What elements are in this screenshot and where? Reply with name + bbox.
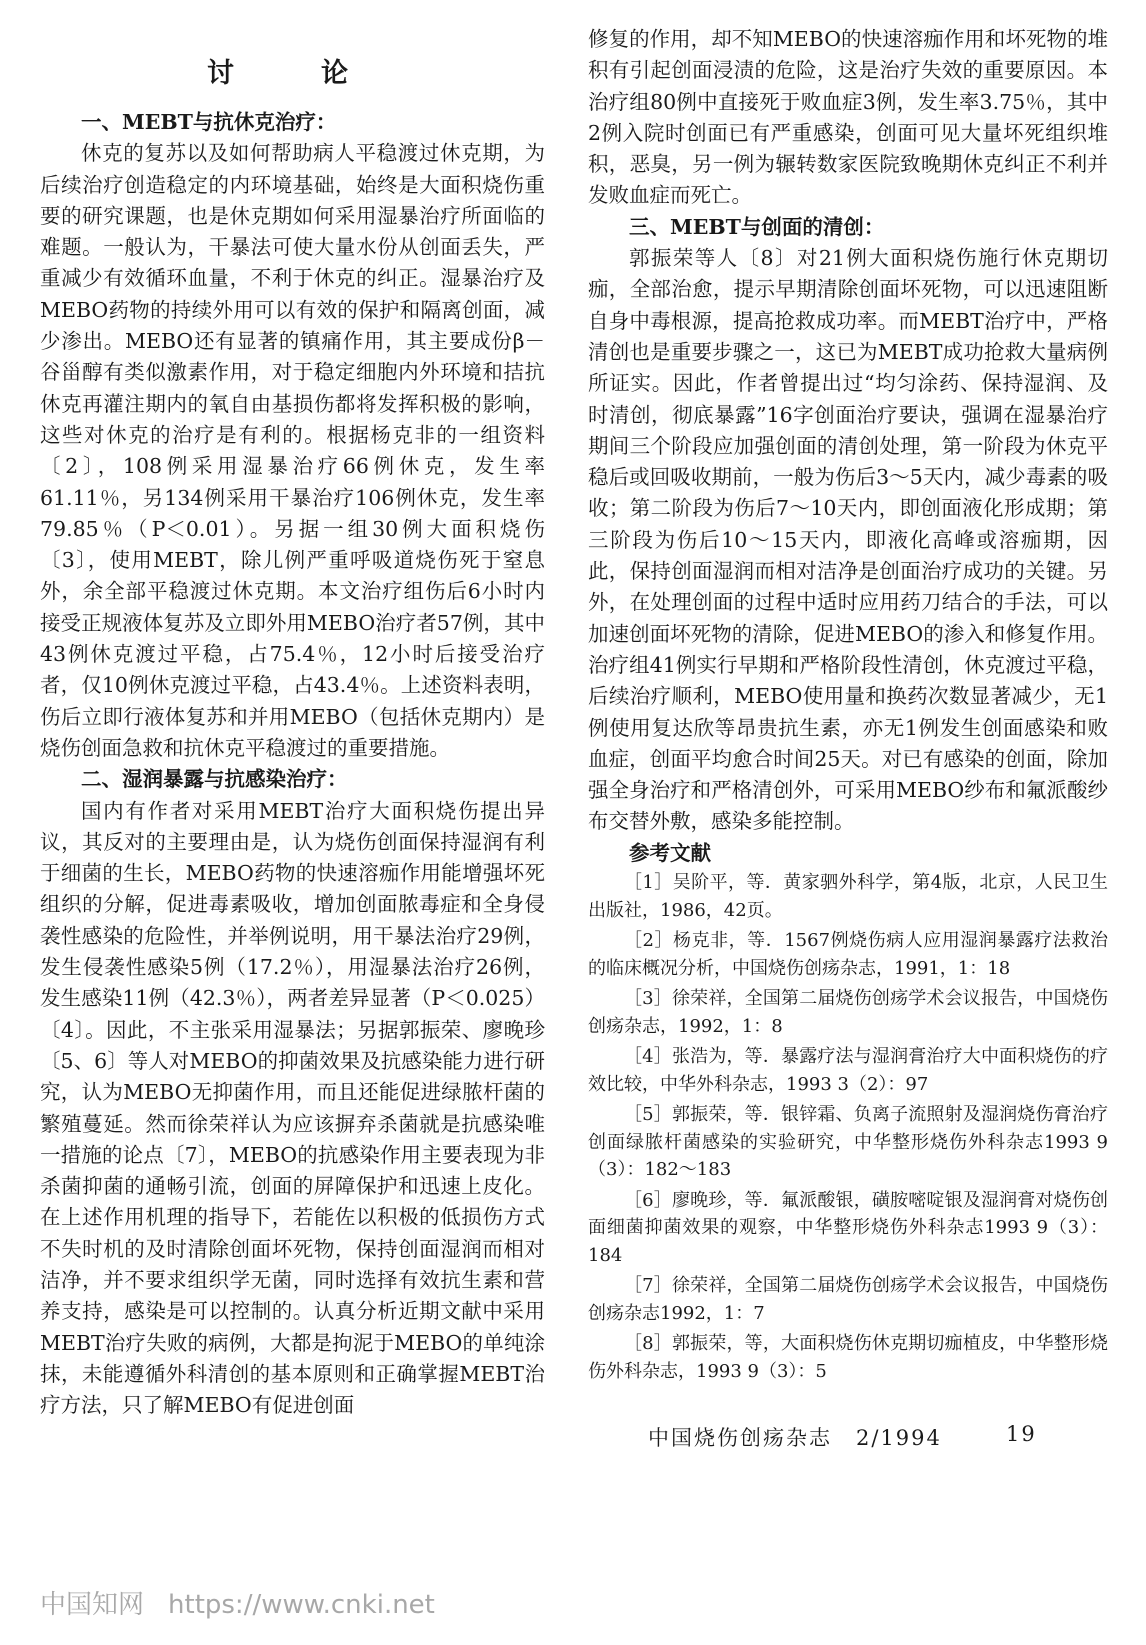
reference-item: ［3］徐荣祥，全国第二届烧伤创疡学术会议报告，中国烧伤创疡杂志，1992，1：8: [588, 988, 1108, 1037]
body-paragraph: 休克的复苏以及如何帮助病人平稳渡过休克期，为后续治疗创造稳定的内环境基础，始终是大面积烧伤重要的研究课题，也是休克期如何采用湿暴治疗所面临的难题。一般认为，干暴法可使大量水份从创面丢失，严重减少有效循环血量，不利于休克的纠正。湿暴治疗及MEBO药物的持续外用可以有效的保护和隔离创面，减少渗出。MEBO还有显著的镇痛作用，其主要成份β－谷甾醇有类似激素作用，对于稳定细胞内外环境和拮抗休克再灌注期内的氧自由基损伤都将发挥积极的影响，这些对休克的治疗是有利的。根据杨克非的一组资料〔2〕，108例采用湿暴治疗66例休克，发生率61.11％，另134例采用干暴治疗106例休克，发生率79.85％（P＜0.01）。另据一组30例大面积烧伤〔3〕，使用MEBT，除儿例严重呼吸道烧伤死于窒息外，余全部平稳渡过休克期。本文治疗组伤后6小时内接受正规液体复苏及立即外用MEBO治疗者57例，其中43例休克渡过平稳，占75.4％，12小时后接受治疗者，仅10例休克渡过平稳，占43.4％。上述资料表明，伤后立即行液体复苏和并用MEBO（包括休克期内）是烧伤创面急救和抗休克平稳渡过的重要措施。: [40, 141, 545, 760]
reference-item: ［7］徐荣祥，全国第二届烧伤创疡学术会议报告，中国烧伤创疡杂志1992，1：7: [588, 1275, 1108, 1324]
reference-item: ［5］郭振荣，等．银锌霜、负离子流照射及湿润烧伤膏治疗创面绿脓杆菌感染的实验研究，中华整形烧伤外科杂志1993 9（3）：182～183: [588, 1104, 1108, 1181]
body-paragraph: 国内有作者对采用MEBT治疗大面积烧伤提出异议，其反对的主要理由是，认为烧伤创面保持湿润有利于细菌的生长，MEBO药物的快速溶痂作用能增强坏死组织的分解，促进毒素吸收，增加创面脓毒症和全身侵袭性感染的危险性，并举例说明，用干暴法治疗29例，发生侵袭性感染5例（17.2％），用湿暴法治疗26例，发生感染11例（42.3％），两者差异显著（P＜0.025）〔4〕。因此，不主张采用湿暴法；另据郭振荣、廖晚珍〔5、6〕等人对MEBO的抑菌效果及抗感染能力进行研究，认为MEBO无抑菌作用，而且还能促进绿脓杆菌的繁殖蔓延。然而徐荣祥认为应该摒弃杀菌就是抗感染唯一措施的论点〔7〕，MEBO的抗感染作用主要表现为非杀菌抑菌的通畅引流，创面的屏障保护和迅速上皮化。在上述作用机理的指导下，若能佐以积极的低损伤方式不失时机的及时清除创面坏死物，保持创面湿润而相对洁净，并不要求组织学无菌，同时选择有效抗生素和营养支持，感染是可以控制的。认真分析近期文献中采用MEBT治疗失败的病例，大都是拘泥于MEBO的单纯涂抹，未能遵循外科清创的基本原则和正确掌握MEBT治疗方法，只了解MEBO有促进创面: [40, 798, 545, 1418]
watermark-url: https://www.cnki.net: [168, 1590, 435, 1620]
section-anti-infection: [40, 764, 545, 1421]
section-debridement: [588, 212, 1108, 838]
section-heading: 三、MEBT与创面的清创：: [629, 214, 885, 239]
reference-item: ［6］廖晚珍，等．氟派酸银，磺胺嘧啶银及湿润膏对烧伤创面细菌抑菌效果的观察，中华整形烧伤外科杂志1993 9（3）：184: [588, 1189, 1108, 1266]
references-section: [588, 838, 1108, 1385]
journal-name: 中国烧伤创疡杂志: [648, 1426, 832, 1450]
section-heading: 二、湿润暴露与抗感染治疗：: [81, 767, 348, 792]
continued-paragraph: 修复的作用，却不知MEBO的快速溶痂作用和坏死物的堆积有引起创面浸渍的危险，这是治疗失效的重要原因。本治疗组80例中直接死于败血症3例，发生率3.75％，其中2例入院时创面已有严重感染，创面可见大量坏死组织堆积，恶臭，另一例为辗转数家医院致晚期休克纠正不利并发败血症而死亡。: [588, 27, 1108, 208]
right-column: [588, 24, 1108, 1388]
reference-item: ［8］郭振荣，等，大面积烧伤休克期切痂植皮，中华整形烧伤外科杂志，1993 9（3）：5: [588, 1333, 1108, 1382]
reference-item: ［1］吴阶平，等．黄家驷外科学，第4版，北京，人民卫生出版社，1986，42页。: [588, 872, 1108, 921]
article-title: 讨 论: [207, 58, 378, 89]
page-number: 19: [1006, 1422, 1037, 1446]
watermark-logo: 中国知网: [40, 1590, 145, 1620]
issue-number: 2/1994: [856, 1426, 942, 1450]
body-paragraph: 郭振荣等人〔8〕对21例大面积烧伤施行休克期切痂，全部治愈，提示早期清除创面坏死物，可以迅速阻断自身中毒根源，提高抢救成功率。而MEBT治疗中，严格清创也是重要步骤之一，这已为MEBT成功抢救大量病例所证实。因此，作者曾提出过“均匀涂药、保持湿润、及时清创，彻底暴露”16字创面治疗要诀，强调在湿暴治疗期间三个阶段应加强创面的清创处理，第一阶段为休克平稳后或回吸收期前，一般为伤后3～5天内，减少毒素的吸收；第二阶段为伤后7～10天内，即创面液化形成期；第三阶段为伤后10～15天内，即液化高峰或溶痂期，因此，保持创面湿润而相对洁净是创面治疗成功的关键。另外，在处理创面的过程中适时应用药刀结合的手法，可以加速创面坏死物的清除，促进MEBO的渗入和修复作用。治疗组41例实行早期和严格阶段性清创，休克渡过平稳，后续治疗顺利，MEBO使用量和换药次数显著减少，无1例使用复达欣等昂贵抗生素，亦无1例发生创面感染和败血症，创面平均愈合时间25天。对已有感染的创面，除加强全身治疗和严格清创外，可采用MEBO纱布和氟派酸纱布交替外敷，感染多能控制。: [588, 246, 1108, 834]
cnki-watermark: [40, 1584, 435, 1621]
left-column: [40, 24, 545, 1421]
page-footer: [648, 1422, 1037, 1452]
reference-item: ［2］杨克非，等．1567例烧伤病人应用湿润暴露疗法救治的临床概况分析，中国烧伤创疡杂志，1991，1：18: [588, 930, 1108, 979]
references-heading: 参考文献: [629, 840, 711, 865]
section-anti-shock: [40, 107, 545, 764]
section-heading: 一、MEBT与抗休克治疗：: [81, 110, 337, 134]
reference-list: [588, 869, 1108, 1385]
reference-item: ［4］张浩为，等．暴露疗法与湿润膏治疗大中面积烧伤的疗效比较，中华外科杂志，1993 3（2）：97: [588, 1046, 1108, 1095]
